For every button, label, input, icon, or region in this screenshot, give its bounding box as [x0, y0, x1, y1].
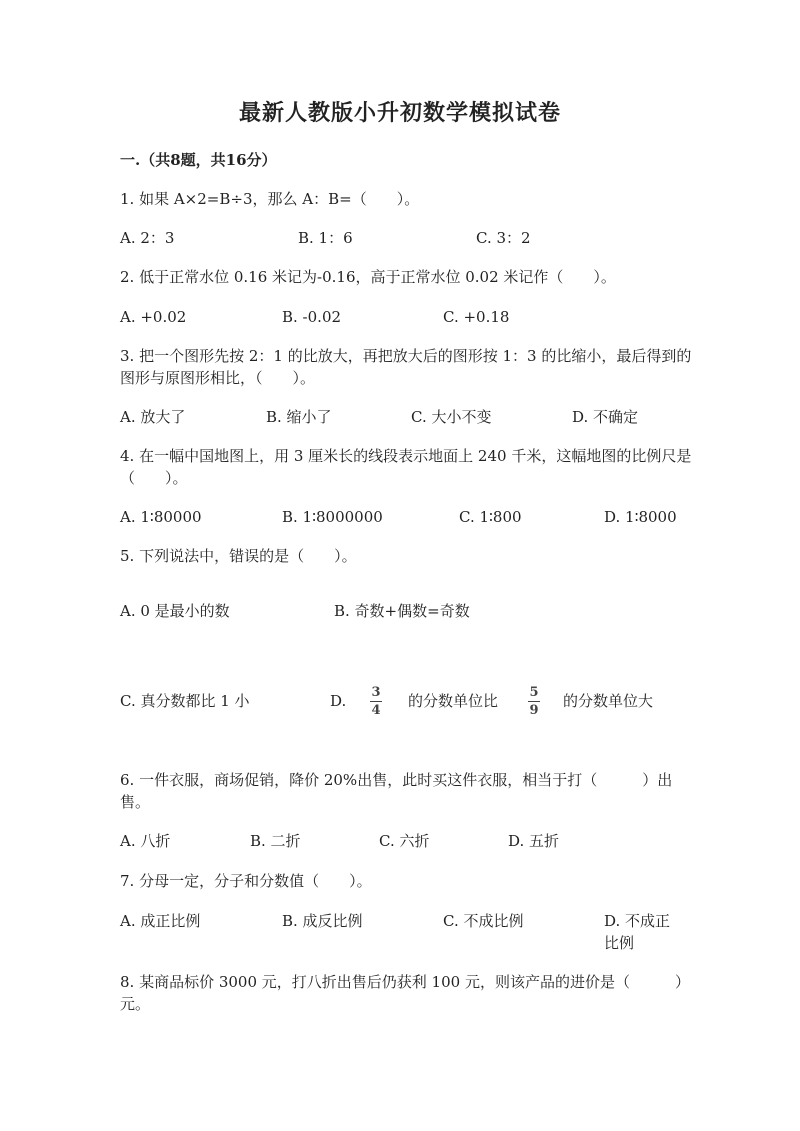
q4-option-c[interactable]: C. 1∶800	[459, 508, 522, 526]
section-heading: 一.（共8题，共16分）	[120, 151, 277, 169]
fraction-3-4	[366, 685, 386, 718]
q6-option-b[interactable]: B. 二折	[250, 832, 301, 850]
q2-option-b[interactable]: B. -0.02	[282, 308, 342, 326]
q5-option-d-text-1: 的分数单位比	[408, 692, 499, 710]
q3-option-c[interactable]: C. 大小不变	[411, 408, 492, 426]
question-6: 6. 一件衣服，商场促销，降价 20%出售，此时买这件衣服，相当于打（ ）出售。	[120, 771, 673, 811]
q7-option-d[interactable]: D. 不成正比例	[604, 912, 671, 952]
q1-option-a[interactable]: A. 2：3	[120, 229, 175, 247]
q7-option-c[interactable]: C. 不成比例	[443, 912, 524, 930]
q4-option-d[interactable]: D. 1∶8000	[604, 508, 677, 526]
page-title: 最新人教版小升初数学模拟试卷	[238, 100, 561, 126]
q4-option-a[interactable]: A. 1∶80000	[120, 508, 202, 526]
q5-option-c[interactable]: C. 真分数都比 1 小	[120, 692, 250, 710]
question-4: 4. 在一幅中国地图上，用 3 厘米长的线段表示地面上 240 千米，这幅地图的比例尺是（ ）。	[120, 447, 692, 487]
fraction-numerator: 3	[371, 685, 381, 700]
fraction-numerator: 5	[529, 685, 539, 700]
q7-option-b[interactable]: B. 成反比例	[282, 912, 363, 930]
fraction-bar	[370, 701, 382, 702]
fraction-denominator: 9	[529, 703, 539, 718]
q5-option-a[interactable]: A. 0 是最小的数	[120, 602, 230, 620]
question-8: 8. 某商品标价 3000 元，打八折出售后仍获利 100 元，则该产品的进价是（ ）元。	[120, 973, 690, 1013]
q5-option-d[interactable]: D.	[330, 692, 347, 710]
q3-option-d[interactable]: D. 不确定	[572, 408, 639, 426]
question-1: 1. 如果 A×2=B÷3，那么 A：B=（ ）。	[120, 190, 420, 208]
fraction-denominator: 4	[371, 703, 381, 718]
q5-option-d-text-2: 的分数单位大	[563, 692, 654, 710]
q4-option-b[interactable]: B. 1∶8000000	[282, 508, 383, 526]
question-5: 5. 下列说法中，错误的是（ ）。	[120, 547, 357, 565]
question-7: 7. 分母一定，分子和分数值（ ）。	[120, 872, 372, 890]
q3-option-a[interactable]: A. 放大了	[120, 408, 186, 426]
q2-option-a[interactable]: A. +0.02	[120, 308, 187, 326]
q1-option-b[interactable]: B. 1：6	[298, 229, 353, 247]
question-3: 3. 把一个图形先按 2：1 的比放大，再把放大后的图形按 1：3 的比缩小，最后得到的图形与原图形相比，（ ）。	[120, 347, 692, 387]
q6-option-a[interactable]: A. 八折	[120, 832, 171, 850]
q6-option-c[interactable]: C. 六折	[379, 832, 430, 850]
q3-option-b[interactable]: B. 缩小了	[266, 408, 332, 426]
q5-option-b[interactable]: B. 奇数+偶数=奇数	[334, 602, 470, 620]
q7-option-a[interactable]: A. 成正比例	[120, 912, 201, 930]
q2-option-c[interactable]: C. +0.18	[443, 308, 510, 326]
question-2: 2. 低于正常水位 0.16 米记为-0.16，高于正常水位 0.02 米记作（ ）。	[120, 268, 616, 286]
q1-option-c[interactable]: C. 3：2	[476, 229, 531, 247]
q6-option-d[interactable]: D. 五折	[508, 832, 560, 850]
fraction-bar	[528, 701, 540, 702]
fraction-5-9	[524, 685, 544, 718]
